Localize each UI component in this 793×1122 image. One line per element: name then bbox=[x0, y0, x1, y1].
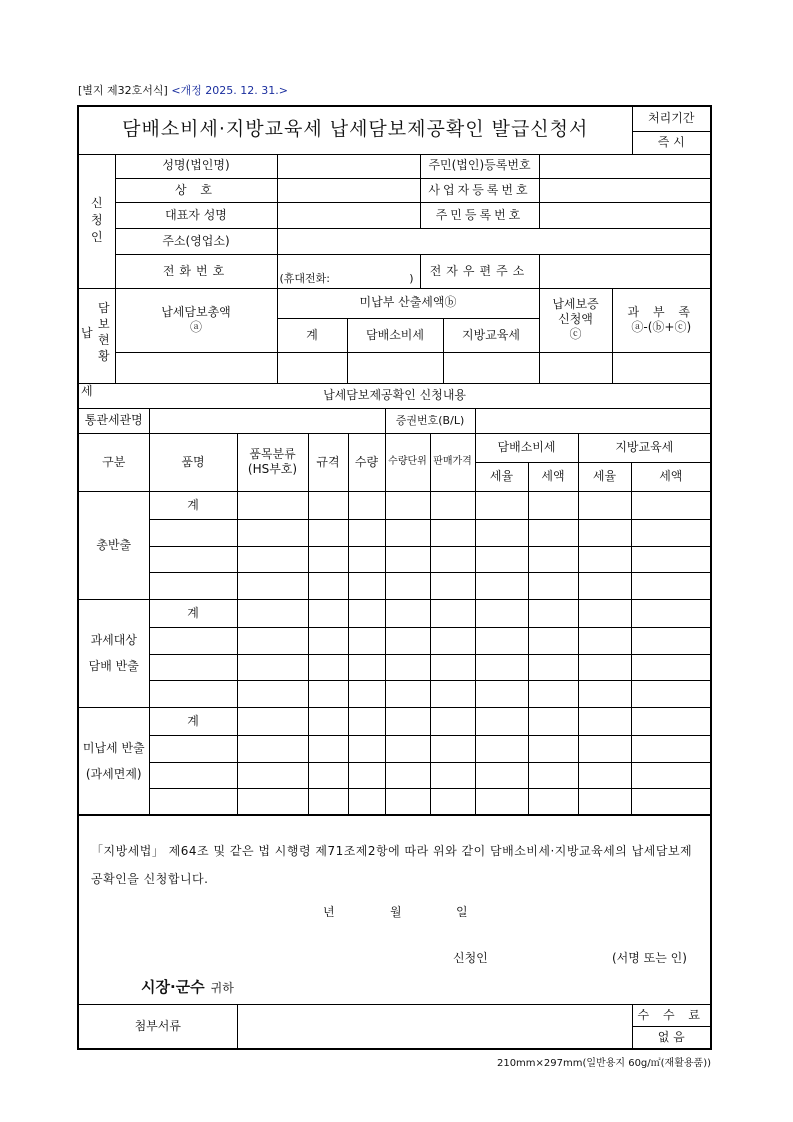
table-row bbox=[79, 654, 710, 680]
detail-cell[interactable] bbox=[308, 707, 348, 735]
detail-cell[interactable] bbox=[475, 788, 528, 815]
detail-cell[interactable] bbox=[237, 546, 308, 572]
detail-cell[interactable] bbox=[578, 788, 631, 815]
detail-cell[interactable] bbox=[631, 491, 710, 519]
detail-cell[interactable] bbox=[578, 572, 631, 599]
application-form bbox=[77, 105, 712, 1050]
detail-cell[interactable] bbox=[631, 680, 710, 707]
detail-cell[interactable] bbox=[528, 735, 578, 762]
processing-period-label: 처리기간 bbox=[632, 107, 710, 131]
guarantee-request-label: 납세보증 신청액 ⓒ bbox=[539, 288, 612, 352]
trade-name-label: 상 호 bbox=[115, 178, 277, 202]
table-row bbox=[79, 572, 710, 599]
detail-cell[interactable] bbox=[385, 654, 430, 680]
detail-cell[interactable] bbox=[308, 654, 348, 680]
detail-cell[interactable] bbox=[385, 599, 430, 627]
detail-cell[interactable] bbox=[237, 627, 308, 654]
detail-cell[interactable] bbox=[348, 680, 385, 707]
detail-cell[interactable] bbox=[430, 546, 475, 572]
detail-cell[interactable] bbox=[475, 654, 528, 680]
fee-label: 수 수 료 bbox=[632, 1005, 710, 1027]
detail-cell[interactable] bbox=[475, 519, 528, 546]
detail-cell[interactable] bbox=[528, 491, 578, 519]
total-collateral-label: 납세담보총액 ⓐ bbox=[115, 288, 277, 352]
table-row bbox=[79, 519, 710, 546]
detail-cell[interactable] bbox=[631, 735, 710, 762]
excess-shortage-input[interactable] bbox=[612, 352, 710, 383]
detail-cell[interactable] bbox=[149, 680, 237, 707]
detail-cell[interactable] bbox=[475, 627, 528, 654]
detail-cell[interactable] bbox=[348, 599, 385, 627]
detail-cell[interactable] bbox=[308, 491, 348, 519]
detail-cell[interactable] bbox=[348, 762, 385, 788]
unpaid-tobacco-input[interactable] bbox=[347, 352, 443, 383]
detail-cell[interactable] bbox=[475, 491, 528, 519]
detail-cell[interactable] bbox=[528, 519, 578, 546]
mobile-close: ) bbox=[409, 271, 414, 285]
name-input[interactable] bbox=[277, 154, 420, 178]
detail-cell[interactable] bbox=[578, 491, 631, 519]
unpaid-sum-label: 계 bbox=[277, 318, 347, 352]
detail-cell[interactable] bbox=[578, 627, 631, 654]
date-day: 일 bbox=[456, 905, 468, 919]
detail-cell[interactable] bbox=[348, 519, 385, 546]
detail-cell[interactable] bbox=[475, 680, 528, 707]
title-block bbox=[79, 107, 710, 155]
detail-cell[interactable] bbox=[385, 519, 430, 546]
details-section-title: 납세담보제공확인 신청내용 bbox=[79, 383, 710, 408]
form-number: [별지 제32호서식] bbox=[78, 84, 168, 97]
group-total-label: 계 bbox=[149, 599, 237, 627]
unpaid-edu-label: 지방교육세 bbox=[443, 318, 539, 352]
detail-cell[interactable] bbox=[475, 599, 528, 627]
detail-cell[interactable] bbox=[348, 546, 385, 572]
detail-cell[interactable] bbox=[149, 627, 237, 654]
detail-cell[interactable] bbox=[385, 788, 430, 815]
attachments-section bbox=[79, 1004, 710, 1049]
detail-cell[interactable] bbox=[430, 680, 475, 707]
detail-cell[interactable] bbox=[578, 680, 631, 707]
col-edu-rate: 세율 bbox=[578, 462, 631, 491]
address-input[interactable] bbox=[277, 228, 710, 254]
detail-cell[interactable] bbox=[308, 519, 348, 546]
rep-id-label: 주민등록번호 bbox=[420, 202, 539, 228]
group-label: 미납세 반출 (과세면제) bbox=[79, 707, 149, 815]
detail-cell[interactable] bbox=[631, 762, 710, 788]
detail-cell[interactable] bbox=[237, 788, 308, 815]
name-label: 성명(법인명) bbox=[115, 154, 277, 178]
detail-cell[interactable] bbox=[149, 654, 237, 680]
detail-cell[interactable] bbox=[578, 546, 631, 572]
detail-cell[interactable] bbox=[475, 546, 528, 572]
detail-cell[interactable] bbox=[631, 627, 710, 654]
detail-cell[interactable] bbox=[385, 680, 430, 707]
paper-spec: 210mm×297mm(일반용지 60g/㎡(재활용품)) bbox=[496, 1058, 711, 1069]
table-row bbox=[79, 707, 710, 735]
detail-cell[interactable] bbox=[430, 788, 475, 815]
detail-cell[interactable] bbox=[149, 546, 237, 572]
declaration-text: 「지방세법」 제64조 및 같은 법 시행령 제71조제2항에 따라 위와 같이 담배소비세·지방교육세의 납세담보제공확인을 신청합니다. bbox=[91, 844, 693, 886]
representative-label: 대표자 성명 bbox=[115, 202, 277, 228]
form-header bbox=[78, 82, 288, 98]
group-total-label: 계 bbox=[149, 491, 237, 519]
applicant-signature-label: 신청인 bbox=[453, 951, 488, 965]
detail-cell[interactable] bbox=[308, 762, 348, 788]
business-no-label: 사업자등록번호 bbox=[420, 178, 539, 202]
detail-cell[interactable] bbox=[237, 762, 308, 788]
detail-cell[interactable] bbox=[528, 762, 578, 788]
table-row bbox=[79, 546, 710, 572]
detail-cell[interactable] bbox=[348, 788, 385, 815]
detail-cell[interactable] bbox=[430, 654, 475, 680]
detail-cell[interactable] bbox=[631, 788, 710, 815]
detail-cell[interactable] bbox=[430, 627, 475, 654]
attachments-input[interactable] bbox=[237, 1005, 632, 1049]
detail-cell[interactable] bbox=[385, 735, 430, 762]
unpaid-tobacco-label: 담배소비세 bbox=[347, 318, 443, 352]
reg-no-input[interactable] bbox=[539, 154, 710, 178]
email-input[interactable] bbox=[539, 254, 710, 288]
detail-cell[interactable] bbox=[348, 491, 385, 519]
amendment-date: <개정 2025. 12. 31.> bbox=[171, 84, 288, 97]
detail-cell[interactable] bbox=[237, 491, 308, 519]
trade-name-input[interactable] bbox=[277, 178, 420, 202]
detail-cell[interactable] bbox=[237, 572, 308, 599]
col-qty: 수량 bbox=[348, 433, 385, 491]
detail-cell[interactable] bbox=[149, 519, 237, 546]
table-row bbox=[79, 762, 710, 788]
fee-value: 없 음 bbox=[632, 1027, 710, 1049]
detail-cell[interactable] bbox=[308, 627, 348, 654]
col-edu-amount: 세액 bbox=[631, 462, 710, 491]
email-label: 전자우편주소 bbox=[420, 254, 539, 288]
applicant-section bbox=[79, 154, 710, 289]
recipient: 시장·군수 귀하 bbox=[141, 978, 234, 996]
detail-cell[interactable] bbox=[578, 654, 631, 680]
table-row bbox=[79, 735, 710, 762]
detail-cell[interactable] bbox=[631, 599, 710, 627]
detail-cell[interactable] bbox=[385, 546, 430, 572]
details-groups bbox=[79, 491, 710, 815]
detail-cell[interactable] bbox=[578, 519, 631, 546]
table-row bbox=[79, 627, 710, 654]
declaration bbox=[79, 814, 710, 1004]
detail-cell[interactable] bbox=[578, 735, 631, 762]
excess-shortage-label: 과 부 족 ⓐ-(ⓑ+ⓒ) bbox=[612, 288, 710, 352]
detail-cell[interactable] bbox=[308, 546, 348, 572]
group-label: 과세대상 담배 반출 bbox=[79, 599, 149, 707]
detail-cell[interactable] bbox=[578, 707, 631, 735]
table-row bbox=[79, 788, 710, 815]
processing-period-value: 즉 시 bbox=[632, 131, 710, 154]
detail-cell[interactable] bbox=[430, 519, 475, 546]
detail-cell[interactable] bbox=[475, 762, 528, 788]
detail-cell[interactable] bbox=[237, 654, 308, 680]
date-month: 월 bbox=[390, 905, 402, 919]
details-section bbox=[79, 383, 710, 816]
collateral-section-label: 납 세 담 보 현 황 bbox=[79, 288, 115, 383]
detail-cell[interactable] bbox=[237, 680, 308, 707]
phone-input[interactable] bbox=[277, 254, 420, 288]
detail-cell[interactable] bbox=[631, 572, 710, 599]
col-category: 구분 bbox=[79, 433, 149, 491]
detail-cell[interactable] bbox=[308, 735, 348, 762]
table-row bbox=[79, 491, 710, 519]
detail-cell[interactable] bbox=[430, 762, 475, 788]
detail-cell[interactable] bbox=[149, 762, 237, 788]
detail-cell[interactable] bbox=[237, 735, 308, 762]
unpaid-edu-input[interactable] bbox=[443, 352, 539, 383]
detail-cell[interactable] bbox=[528, 599, 578, 627]
detail-cell[interactable] bbox=[475, 735, 528, 762]
signature-field[interactable]: (서명 또는 인) bbox=[612, 951, 687, 965]
customs-label: 통관세관명 bbox=[79, 408, 149, 433]
representative-input[interactable] bbox=[277, 202, 420, 228]
detail-cell[interactable] bbox=[528, 546, 578, 572]
detail-cell[interactable] bbox=[149, 572, 237, 599]
detail-cell[interactable] bbox=[578, 599, 631, 627]
col-tobacco-amount: 세액 bbox=[528, 462, 578, 491]
detail-cell[interactable] bbox=[475, 572, 528, 599]
detail-cell[interactable] bbox=[348, 707, 385, 735]
detail-cell[interactable] bbox=[348, 627, 385, 654]
detail-cell[interactable] bbox=[385, 707, 430, 735]
detail-cell[interactable] bbox=[631, 546, 710, 572]
detail-cell[interactable] bbox=[237, 519, 308, 546]
detail-cell[interactable] bbox=[237, 707, 308, 735]
detail-cell[interactable] bbox=[430, 491, 475, 519]
detail-cell[interactable] bbox=[430, 735, 475, 762]
detail-cell[interactable] bbox=[528, 680, 578, 707]
detail-cell[interactable] bbox=[631, 519, 710, 546]
attachments-label: 첨부서류 bbox=[79, 1005, 237, 1049]
detail-cell[interactable] bbox=[149, 788, 237, 815]
detail-cell[interactable] bbox=[631, 707, 710, 735]
table-row bbox=[79, 680, 710, 707]
col-tobacco: 담배소비세 bbox=[475, 433, 578, 462]
mobile-label: (휴대전화: bbox=[279, 271, 331, 285]
detail-cell[interactable] bbox=[348, 735, 385, 762]
detail-cell[interactable] bbox=[528, 788, 578, 815]
applicant-section-label: 신 청 인 bbox=[79, 154, 115, 288]
detail-cell[interactable] bbox=[385, 491, 430, 519]
detail-cell[interactable] bbox=[528, 654, 578, 680]
phone-label: 전화번호 bbox=[115, 254, 277, 288]
detail-cell[interactable] bbox=[348, 572, 385, 599]
detail-cell[interactable] bbox=[348, 654, 385, 680]
col-item: 품명 bbox=[149, 433, 237, 491]
col-hs: 품목분류 (HS부호) bbox=[237, 433, 308, 491]
total-collateral-input[interactable] bbox=[115, 352, 277, 383]
col-tobacco-rate: 세율 bbox=[475, 462, 528, 491]
date-year: 년 bbox=[323, 905, 335, 919]
customs-input[interactable] bbox=[149, 408, 385, 433]
detail-cell[interactable] bbox=[237, 599, 308, 627]
detail-cell[interactable] bbox=[528, 572, 578, 599]
detail-cell[interactable] bbox=[528, 627, 578, 654]
col-edu: 지방교육세 bbox=[578, 433, 710, 462]
detail-cell[interactable] bbox=[430, 572, 475, 599]
form-title: 담배소비세·지방교육세 납세담보제공확인 발급신청서 bbox=[79, 107, 632, 154]
guarantee-request-input[interactable] bbox=[539, 352, 612, 383]
detail-cell[interactable] bbox=[308, 572, 348, 599]
detail-cell[interactable] bbox=[149, 735, 237, 762]
group-label: 총반출 bbox=[79, 491, 149, 599]
bl-label: 증권번호(B/L) bbox=[385, 408, 475, 433]
detail-cell[interactable] bbox=[385, 627, 430, 654]
unpaid-sum-input[interactable] bbox=[277, 352, 347, 383]
detail-cell[interactable] bbox=[308, 599, 348, 627]
detail-cell[interactable] bbox=[430, 599, 475, 627]
rep-id-input[interactable] bbox=[539, 202, 710, 228]
detail-cell[interactable] bbox=[430, 707, 475, 735]
business-no-input[interactable] bbox=[539, 178, 710, 202]
address-label: 주소(영업소) bbox=[115, 228, 277, 254]
col-spec: 규격 bbox=[308, 433, 348, 491]
bl-input[interactable] bbox=[475, 408, 710, 433]
detail-cell[interactable] bbox=[528, 707, 578, 735]
col-unit: 수량단위 bbox=[385, 433, 430, 491]
detail-cell[interactable] bbox=[385, 572, 430, 599]
group-total-label: 계 bbox=[149, 707, 237, 735]
col-price: 판매가격 bbox=[430, 433, 475, 491]
detail-cell[interactable] bbox=[308, 680, 348, 707]
detail-cell[interactable] bbox=[385, 762, 430, 788]
detail-cell[interactable] bbox=[631, 654, 710, 680]
detail-cell[interactable] bbox=[475, 707, 528, 735]
unpaid-tax-label: 미납부 산출세액ⓑ bbox=[277, 288, 539, 318]
reg-no-label: 주민(법인)등록번호 bbox=[420, 154, 539, 178]
table-row bbox=[79, 599, 710, 627]
detail-cell[interactable] bbox=[578, 762, 631, 788]
detail-cell[interactable] bbox=[308, 788, 348, 815]
